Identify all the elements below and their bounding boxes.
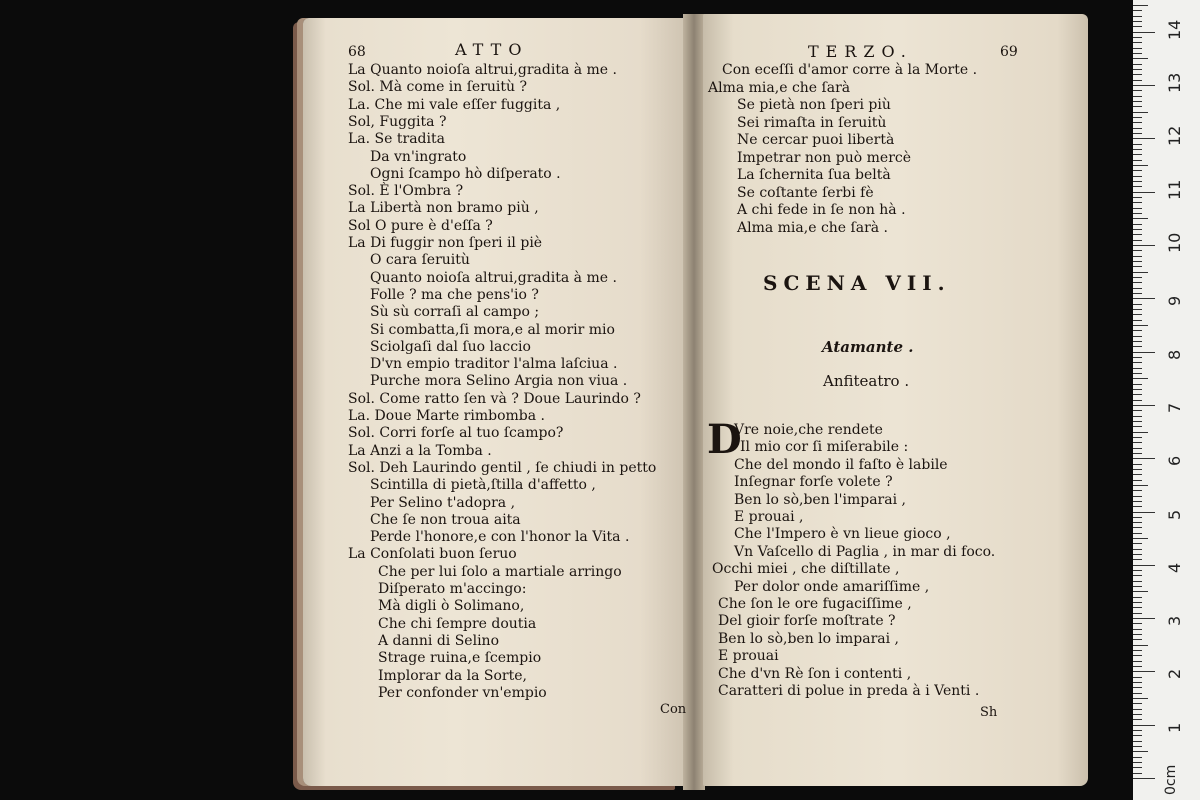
- ruler-tick: [1133, 213, 1142, 214]
- right-text-line: E prouai: [718, 648, 779, 665]
- ruler-tick: [1133, 154, 1142, 155]
- right-text-line: Occhi miei , che diſtillate ,: [712, 561, 900, 578]
- right-text-line: Caratteri di polue in preda à i Venti .: [718, 683, 980, 699]
- left-text-line: La. Doue Marte rimbomba .: [348, 408, 546, 424]
- ruler-tick: [1133, 384, 1142, 385]
- ruler-tick: [1133, 474, 1142, 475]
- scene-speaker: Atamante .: [822, 338, 914, 356]
- right-text-line: Per dolor onde amariſſime ,: [734, 578, 930, 595]
- ruler-tick: [1133, 10, 1142, 11]
- ruler-tick: [1133, 128, 1142, 129]
- ruler-number: 12: [1165, 126, 1184, 147]
- ruler-tick: [1133, 277, 1142, 278]
- ruler-tick: [1133, 677, 1142, 678]
- right-text-line: Se coſtante ſerbi fè: [737, 184, 874, 201]
- ruler-tick: [1133, 160, 1142, 161]
- ruler-tick: [1133, 74, 1142, 75]
- ruler-tick: [1133, 549, 1142, 550]
- ruler-tick: [1133, 629, 1142, 630]
- left-text-line: Mà digli ò Solimano,: [378, 598, 525, 615]
- scene-title: SCENA VII.: [763, 271, 951, 295]
- ruler-tick: [1133, 32, 1155, 33]
- left-text-line: D'vn empio traditor l'alma laſciua .: [370, 356, 618, 373]
- ruler-tick: [1133, 346, 1142, 347]
- ruler-tick: [1133, 725, 1155, 726]
- ruler-tick: [1133, 352, 1155, 353]
- ruler-tick: [1133, 266, 1142, 267]
- right-text-line: Alma mia,e che ſarà: [708, 79, 851, 96]
- ruler-tick: [1133, 282, 1142, 283]
- left-catchword: Con: [660, 702, 687, 717]
- left-running-head: ATTO: [455, 40, 529, 59]
- left-text-line: Sol O pure è d'eſſa ?: [348, 217, 493, 234]
- ruler-tick: [1133, 133, 1142, 134]
- ruler-tick: [1133, 506, 1142, 507]
- ruler-tick: [1133, 309, 1142, 310]
- left-text-line: Sol, Fuggita ?: [348, 113, 447, 130]
- ruler-tick: [1133, 730, 1142, 731]
- ruler-tick: [1133, 773, 1142, 774]
- ruler-number: 1: [1165, 722, 1184, 733]
- ruler-tick: [1133, 149, 1142, 150]
- ruler-tick: [1133, 250, 1142, 251]
- ruler-tick: [1133, 416, 1142, 417]
- ruler-tick: [1133, 693, 1142, 694]
- ruler-tick: [1133, 96, 1142, 97]
- ruler-tick: [1133, 645, 1148, 646]
- right-text-line: Vn Vaſcello di Paglia , in mar di foco.: [734, 543, 996, 560]
- left-text-line: Che ſe non troua aita: [370, 511, 521, 528]
- ruler-tick: [1133, 687, 1142, 688]
- ruler-tick: [1133, 106, 1142, 107]
- right-text-line: Alma mia,e che ſarà .: [737, 219, 889, 236]
- left-text-line: A danni di Selino: [378, 632, 499, 649]
- ruler-tick: [1133, 410, 1142, 411]
- ruler-tick: [1133, 426, 1142, 427]
- ruler-tick: [1133, 709, 1142, 710]
- ruler-tick: [1133, 714, 1142, 715]
- right-text-line: Il mio cor ſi miſerabile :: [740, 439, 909, 456]
- ruler-tick: [1133, 69, 1142, 70]
- ruler-tick: [1133, 53, 1142, 54]
- ruler-tick: [1133, 58, 1148, 59]
- left-text-line: Sol. Corri forſe al tuo ſcampo?: [348, 425, 564, 442]
- left-text-line: La Conſolati buon ſeruo: [348, 546, 517, 563]
- ruler-tick: [1133, 458, 1155, 459]
- ruler-tick: [1133, 80, 1142, 81]
- ruler-number: 2: [1165, 669, 1184, 680]
- drop-cap: D: [707, 416, 742, 463]
- ruler-tick: [1133, 26, 1142, 27]
- right-text-line: Ben lo sò,ben lo imparai ,: [718, 630, 900, 647]
- ruler-tick: [1133, 288, 1142, 289]
- ruler-tick: [1133, 389, 1142, 390]
- ruler-tick: [1133, 559, 1142, 560]
- ruler-tick: [1133, 405, 1155, 406]
- ruler-tick: [1133, 437, 1142, 438]
- ruler-tick: [1133, 314, 1142, 315]
- ruler-tick: [1133, 543, 1142, 544]
- ruler-tick: [1133, 501, 1142, 502]
- right-text-line: Che d'vn Rè ſon i contenti ,: [718, 665, 912, 682]
- right-text-line: Vre noie,che rendete: [734, 422, 883, 438]
- ruler-number: 5: [1165, 509, 1184, 520]
- ruler-tick: [1133, 533, 1142, 534]
- right-text-line: Che del mondo il faſto è labile: [734, 456, 948, 473]
- ruler-tick: [1133, 597, 1142, 598]
- ruler-tick: [1133, 165, 1148, 166]
- ruler-tick: [1133, 240, 1142, 241]
- ruler-tick: [1133, 591, 1148, 592]
- left-text-line: La Anzi a la Tomba .: [348, 442, 492, 459]
- ruler-tick: [1133, 21, 1142, 22]
- right-catchword: Sh: [980, 705, 998, 720]
- ruler-tick: [1133, 176, 1142, 177]
- ruler-tick: [1133, 538, 1148, 539]
- ruler-number: 4: [1165, 562, 1184, 573]
- ruler-number: 13: [1165, 72, 1184, 94]
- ruler-tick: [1133, 394, 1142, 395]
- book-gutter: [683, 14, 705, 790]
- right-text-line: A chi fede in ſe non hà .: [737, 202, 906, 218]
- ruler-number: 3: [1165, 615, 1184, 627]
- ruler-tick: [1133, 341, 1142, 342]
- ruler-tick: [1133, 522, 1142, 523]
- right-text-line: Ne cercar puoi libertà: [737, 132, 895, 148]
- ruler-tick: [1133, 64, 1142, 65]
- ruler-tick: [1133, 144, 1142, 145]
- ruler-tick: [1133, 138, 1155, 139]
- right-text-line: Del gioir forſe moſtrate ?: [718, 613, 896, 630]
- ruler-tick: [1133, 565, 1155, 566]
- ruler-tick: [1133, 122, 1142, 123]
- ruler-tick: [1133, 192, 1155, 193]
- ruler-number: 7: [1165, 402, 1184, 413]
- left-text-line: Ogni ſcampo hò diſperato .: [370, 165, 561, 182]
- ruler-tick: [1133, 421, 1142, 422]
- ruler-tick: [1133, 373, 1142, 374]
- right-text-line: Che l'Impero è vn lieue gioco ,: [734, 526, 951, 543]
- ruler-tick: [1133, 490, 1142, 491]
- ruler-tick: [1133, 698, 1148, 699]
- ruler-tick: [1133, 234, 1142, 235]
- ruler-tick: [1133, 5, 1148, 6]
- right-page-number: 69: [1000, 44, 1018, 60]
- ruler-tick: [1133, 634, 1142, 635]
- ruler-tick: [1133, 751, 1148, 752]
- ruler-tick: [1133, 229, 1142, 230]
- ruler-tick: [1133, 362, 1142, 363]
- left-text-line: Per Selino t'adopra ,: [370, 494, 516, 511]
- ruler-tick: [1133, 85, 1155, 86]
- left-text-line: La Libertà non bramo più ,: [348, 200, 539, 217]
- ruler-number: 14: [1165, 19, 1184, 40]
- left-text-line: Che per lui ſolo a martiale arringo: [378, 563, 622, 580]
- ruler-tick: [1133, 512, 1155, 513]
- ruler-tick: [1133, 272, 1148, 273]
- ruler-tick: [1133, 42, 1142, 43]
- ruler-tick: [1133, 448, 1142, 449]
- ruler-tick: [1133, 602, 1142, 603]
- ruler-number: 6: [1165, 456, 1184, 467]
- ruler-tick: [1133, 117, 1142, 118]
- left-text-line: Purche mora Selino Argia non viua .: [370, 373, 628, 390]
- left-text-line: Da vn'ingrato: [370, 148, 467, 165]
- ruler-tick: [1133, 298, 1155, 299]
- ruler-tick: [1133, 218, 1148, 219]
- ruler-tick: [1133, 703, 1142, 704]
- measuring-ruler: [1133, 0, 1200, 800]
- ruler-tick: [1133, 256, 1142, 257]
- ruler-tick: [1133, 469, 1142, 470]
- left-text-line: Sù sù corraſi al campo ;: [370, 304, 540, 321]
- ruler-tick: [1133, 245, 1155, 246]
- ruler-tick: [1133, 554, 1142, 555]
- ruler-tick: [1133, 778, 1155, 779]
- left-text-line: Quanto noioſa altrui,gradita à me .: [370, 269, 617, 286]
- ruler-tick: [1133, 735, 1142, 736]
- ruler-tick: [1133, 197, 1142, 198]
- right-text-line: Sei rimaſta in ſeruitù: [737, 114, 887, 131]
- ruler-tick: [1133, 170, 1142, 171]
- scene-place: Anfiteatro .: [823, 372, 910, 390]
- right-text-line: Se pietà non ſperi più: [737, 97, 891, 113]
- left-text-line: La Di fuggir non ſperi il piè: [348, 235, 543, 251]
- ruler-tick: [1133, 586, 1142, 587]
- ruler-tick: [1133, 746, 1142, 747]
- left-text-line: La. Che mi vale eſſer fuggita ,: [348, 96, 561, 113]
- ruler-tick: [1133, 442, 1142, 443]
- left-text-line: La. Se tradita: [348, 131, 445, 148]
- ruler-tick: [1133, 527, 1142, 528]
- ruler-tick: [1133, 682, 1142, 683]
- left-text-line: Implorar da la Sorte,: [378, 667, 527, 684]
- left-text-line: Sol. Mà come in ſeruitù ?: [348, 79, 528, 96]
- left-text-line: Sciolgaſi dal ſuo laccio: [370, 338, 531, 355]
- right-text-line: Inſegnar forſe volete ?: [734, 474, 893, 491]
- ruler-tick: [1133, 48, 1142, 49]
- ruler-tick: [1133, 90, 1142, 91]
- ruler-tick: [1133, 378, 1148, 379]
- ruler-tick: [1133, 623, 1142, 624]
- ruler-tick: [1133, 330, 1142, 331]
- ruler-tick: [1133, 464, 1142, 465]
- ruler-tick: [1133, 261, 1142, 262]
- left-text-line: Diſperato m'accingo:: [378, 581, 527, 597]
- ruler-tick: [1133, 719, 1142, 720]
- right-text-line: E prouai ,: [734, 509, 804, 525]
- ruler-unit: 0cm: [1163, 764, 1179, 795]
- ruler-tick: [1133, 661, 1142, 662]
- ruler-tick: [1133, 570, 1142, 571]
- ruler-tick: [1133, 202, 1142, 203]
- ruler-tick: [1133, 757, 1142, 758]
- ruler-tick: [1133, 485, 1148, 486]
- ruler-tick: [1133, 575, 1142, 576]
- ruler-tick: [1133, 320, 1142, 321]
- ruler-tick: [1133, 496, 1142, 497]
- ruler-tick: [1133, 607, 1142, 608]
- left-text-line: Strage ruina,e ſcempio: [378, 650, 542, 667]
- ruler-number: 8: [1165, 349, 1184, 360]
- left-text-line: Per confonder vn'empio: [378, 684, 547, 701]
- ruler-tick: [1133, 304, 1142, 305]
- left-text-line: Sol. Come ratto ſen và ? Doue Laurindo ?: [348, 390, 641, 407]
- right-text-line: Ben lo sò,ben l'imparai ,: [734, 491, 906, 508]
- ruler-tick: [1133, 208, 1142, 209]
- ruler-tick: [1133, 453, 1142, 454]
- ruler-tick: [1133, 671, 1155, 672]
- ruler-number: 9: [1165, 296, 1184, 307]
- ruler-tick: [1133, 655, 1142, 656]
- ruler-tick: [1133, 741, 1142, 742]
- right-text-line: Con eceſſi d'amor corre à la Morte .: [722, 62, 978, 78]
- right-text-line: La ſchernita ſua beltà: [737, 167, 891, 183]
- ruler-tick: [1133, 639, 1142, 640]
- ruler-tick: [1133, 432, 1148, 433]
- ruler-tick: [1133, 650, 1142, 651]
- ruler-tick: [1133, 480, 1142, 481]
- ruler-tick: [1133, 613, 1142, 614]
- ruler-tick: [1133, 16, 1142, 17]
- ruler-tick: [1133, 112, 1148, 113]
- ruler-tick: [1133, 37, 1142, 38]
- ruler-tick: [1133, 293, 1142, 294]
- left-text-line: Folle ? ma che pens'io ?: [370, 286, 539, 303]
- right-running-head: TERZO.: [808, 42, 913, 61]
- ruler-tick: [1133, 618, 1155, 619]
- ruler-tick: [1133, 336, 1142, 337]
- left-page-number: 68: [348, 44, 366, 60]
- left-text-line: O cara ſeruitù: [370, 252, 470, 269]
- right-text-line: Che ſon le ore fugaciſſime ,: [718, 596, 912, 612]
- ruler-tick: [1133, 581, 1142, 582]
- ruler-tick: [1133, 181, 1142, 182]
- ruler-tick: [1133, 186, 1142, 187]
- ruler-tick: [1133, 666, 1142, 667]
- ruler-tick: [1133, 224, 1142, 225]
- left-text-line: Scintilla di pietà,ſtilla d'affetto ,: [370, 477, 596, 494]
- left-text-line: La Quanto noioſa altrui,gradita à me .: [348, 62, 617, 78]
- ruler-number: 11: [1165, 179, 1184, 200]
- ruler-tick: [1133, 101, 1142, 102]
- left-text-line: Sol. È l'Ombra ?: [348, 183, 464, 200]
- right-text-line: Impetrar non può mercè: [737, 149, 912, 166]
- left-text-line: Si combatta,ſi mora,e al morir mio: [370, 321, 615, 338]
- ruler-tick: [1133, 767, 1142, 768]
- ruler-tick: [1133, 368, 1142, 369]
- left-text-line: Che chi ſempre doutia: [378, 615, 537, 632]
- left-text-line: Sol. Deh Laurindo gentil , ſe chiudi in petto: [348, 459, 657, 476]
- ruler-tick: [1133, 357, 1142, 358]
- ruler-tick: [1133, 762, 1142, 763]
- left-text-line: Perde l'honore,e con l'honor la Vita .: [370, 529, 630, 546]
- ruler-tick: [1133, 400, 1142, 401]
- ruler-tick: [1133, 325, 1148, 326]
- ruler-tick: [1133, 517, 1142, 518]
- ruler-number: 10: [1165, 232, 1184, 253]
